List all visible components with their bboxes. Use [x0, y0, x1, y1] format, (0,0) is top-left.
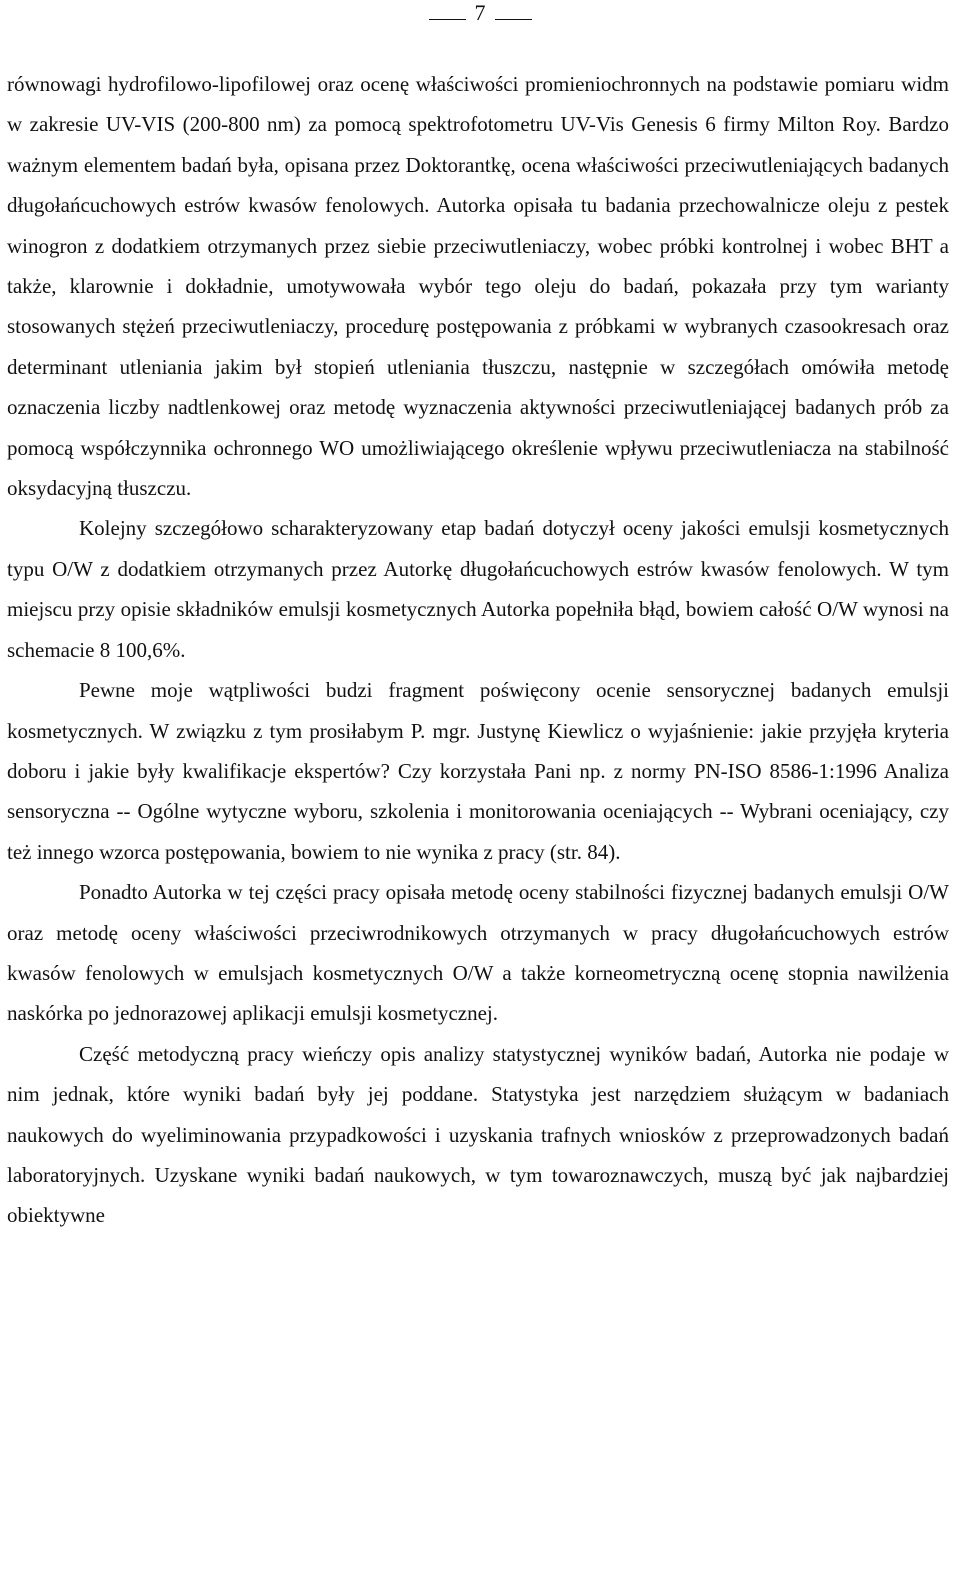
page-number-rule-right	[495, 19, 532, 20]
page-number-header	[0, 0, 960, 26]
paragraph-3: Pewne moje wątpliwości budzi fragment poświęcony ocenie sensorycznej badanych emulsji kosmetycznych. W związku z tym prosiłabym P. mgr. Justynę Kiewlicz o wyjaśnienie: jakie przyjęła kryteria doboru i jakie były kwalifikacje ekspertów? Czy korzystała Pani np. z normy PN-ISO 8586-1:1996 Analiza sensoryczna -- Ogólne wytyczne wyboru, szkolenia i monitorowania oceniających -- Wybrani oceniający, czy też innego wzorca postępowania, bowiem to nie wynika z pracy (str. 84).	[7, 678, 949, 864]
page-number: 7	[474, 0, 486, 25]
body-text	[7, 64, 949, 1236]
paragraph-4: Ponadto Autorka w tej części pracy opisała metodę oceny stabilności fizycznej badanych emulsji O/W oraz metodę oceny właściwości przeciwrodnikowych otrzymanych w pracy długołańcuchowych estrów kwasów fenolowych w emulsjach kosmetycznych O/W a także korneometryczną ocenę stopnia nawilżenia naskórka po jednorazowej aplikacji emulsji kosmetycznej.	[7, 880, 949, 1026]
paragraph-2: Kolejny szczegółowo scharakteryzowany etap badań dotyczył oceny jakości emulsji kosmetycznych typu O/W z dodatkiem otrzymanych przez Autorkę długołańcuchowych estrów kwasów fenolowych. W tym miejscu przy opisie składników emulsji kosmetycznych Autorka popełniła błąd, bowiem całość O/W wynosi na schemacie 8 100,6%.	[7, 516, 949, 662]
page-number-rule-left	[429, 19, 466, 20]
paragraph-5: Część metodyczną pracy wieńczy opis analizy statystycznej wyników badań, Autorka nie podaje w nim jednak, które wyniki badań były jej poddane. Statystyka jest narzędziem służącym w badaniach naukowych do wyeliminowania przypadkowości i uzyskania trafnych wniosków z przeprowadzonych badań laboratoryjnych. Uzyskane wyniki badań naukowych, w tym towaroznawczych, muszą być jak najbardziej obiektywne	[7, 1041, 949, 1228]
paragraph-1: równowagi hydrofilowo-lipofilowej oraz ocenę właściwości promieniochronnych na podstawie pomiaru widm w zakresie UV-VIS (200-800 nm) za pomocą spektrofotometru UV-Vis Genesis 6 firmy Milton Roy. Bardzo ważnym elementem badań była, opisana przez Doktorantkę, ocena właściwości przeciwutleniających badanych długołańcuchowych estrów kwasów fenolowych. Autorka opisała tu badania przechowalnicze oleju z pestek winogron z dodatkiem otrzymanych przez siebie przeciwutleniaczy, wobec próbki kontrolnej i wobec BHT a także, klarownie i dokładnie, umotywowała wybór tego oleju do badań, pokazała przy tym warianty stosowanych stężeń przeciwutleniaczy, procedurę postępowania z próbkami w wybranych czasookresach oraz determinant utleniania jakim był stopień utleniania tłuszczu, następnie w szczegółach omówiła metodę oznaczenia liczby nadtlenkowej oraz metodę wyznaczenia aktywności przeciwutleniającej badanych prób za pomocą współczynnika ochronnego WO umożliwiającego określenie wpływu przeciwutleniacza na stabilność oksydacyjną tłuszczu.	[7, 72, 949, 501]
